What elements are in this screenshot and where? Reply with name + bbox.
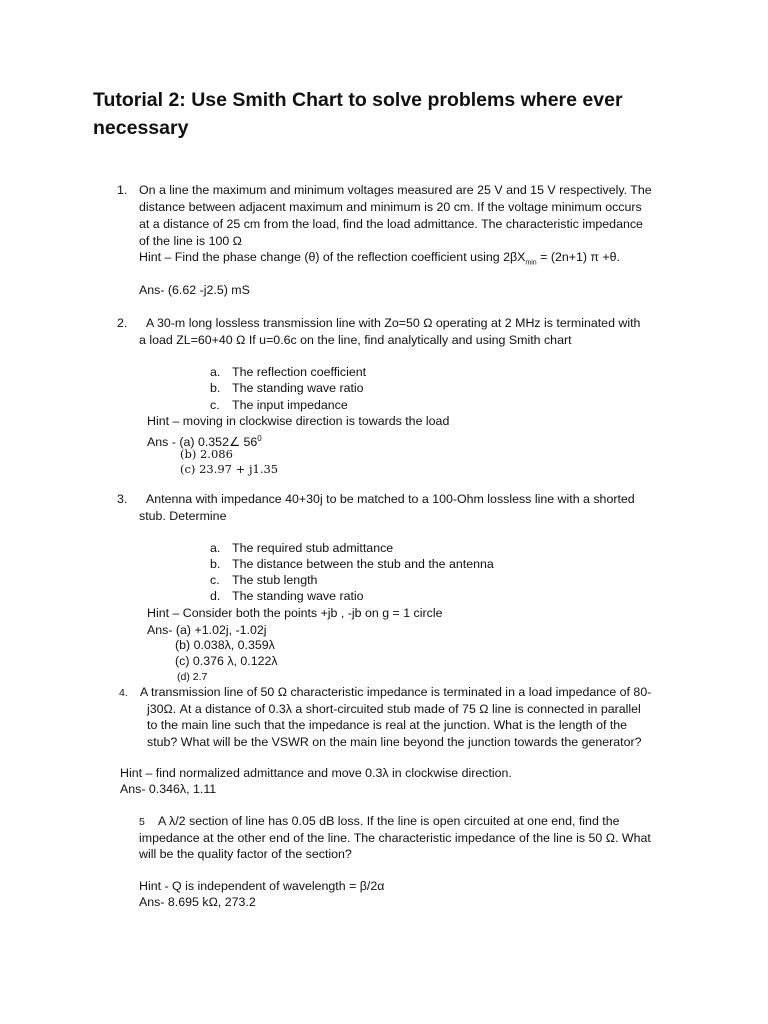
q5-line-1: A λ/2 section of line has 0.05 dB loss. If the line is open circuited at one end, find the <box>158 814 620 828</box>
q3-item-a-text: The required stub admittance <box>232 541 394 555</box>
q2-answer-a-text: Ans - (a) 0.352∠ 56 <box>147 435 258 450</box>
q3-hint: Hint – Consider both the points +jb , -jb on g = 1 circle <box>147 606 443 620</box>
q3-answer-c: (c) 0.376 λ, 0.122λ <box>175 654 278 668</box>
q4-line-2: j30Ω. At a distance of 0.3λ a short-circuited stub made of 75 Ω line is connected in parallel <box>147 702 641 716</box>
q2-hint: Hint – moving in clockwise direction is towards the load <box>147 414 450 428</box>
q2-item-b-text: The standing wave ratio <box>232 381 364 395</box>
q2-item-c-text: The input impedance <box>232 398 348 412</box>
q5-line-3: will be the quality factor of the section? <box>139 847 352 861</box>
q2-item-b-letter: b. <box>210 381 221 395</box>
q4-line-3: to the main line such that the impedance is real at the junction. What is the length of the <box>147 718 628 732</box>
q3-item-c-text: The stub length <box>232 573 318 587</box>
q4-number: 4. <box>119 687 128 699</box>
q3-answer-a: Ans- (a) +1.02j, -1.02j <box>147 623 267 637</box>
q1-hint-formula: = (2n+1) π +θ. <box>536 250 620 264</box>
q3-answer-d: (d) 2.7 <box>177 671 208 683</box>
q1-line-4: of the line is 100 Ω <box>139 234 242 248</box>
q2-line-1: A 30-m long lossless transmission line with Zo=50 Ω operating at 2 MHz is terminated with <box>146 316 641 330</box>
q2-item-a-text: The reflection coefficient <box>232 365 367 379</box>
q3-item-d-letter: d. <box>210 589 221 603</box>
q1-line-1: On a line the maximum and minimum voltages measured are 25 V and 15 V respectively. The <box>139 183 652 197</box>
q4-line-4: stub? What will be the VSWR on the main line beyond the junction towards the generator? <box>147 735 642 749</box>
q2-item-a-letter: a. <box>210 365 221 379</box>
q1-line-3: at a distance of 25 cm from the load, find the load admittance. The characteristic impedance <box>139 217 643 231</box>
q3-line-1: Antenna with impedance 40+30j to be matched to a 100-Ohm lossless line with a shorted <box>146 492 635 506</box>
q4-hint: Hint – find normalized admittance and move 0.3λ in clockwise direction. <box>120 766 512 780</box>
q2-answer-a-degree: 0 <box>257 434 262 443</box>
q2-number: 2. <box>117 316 128 330</box>
q4-line-1: A transmission line of 50 Ω characteristic impedance is terminated in a load impedance of 80- <box>140 685 652 699</box>
q3-number: 3. <box>117 492 128 506</box>
q3-item-b-letter: b. <box>210 557 221 571</box>
q1-hint-text: Hint – Find the phase change (θ) of the reflection coefficient using 2βX <box>139 250 526 264</box>
q1-answer: Ans- (6.62 -j2.5) mS <box>139 283 250 297</box>
q2-line-2: a load ZL=60+40 Ω If u=0.6c on the line, find analytically and using Smith chart <box>139 333 572 347</box>
q4-answer: Ans- 0.346λ, 1.11 <box>120 782 217 796</box>
q3-item-a-letter: a. <box>210 541 221 555</box>
q5-hint: Hint - Q is independent of wavelength = β/2α <box>139 879 385 893</box>
q3-line-2: stub. Determine <box>139 509 227 523</box>
q3-item-c-letter: c. <box>210 573 220 587</box>
q2-answer-c: (c) 23.97 + j1.35 <box>180 462 279 476</box>
q1-hint <box>139 249 620 271</box>
q5-answer: Ans- 8.695 kΩ, 273.2 <box>139 895 256 909</box>
q1-line-2: distance between adjacent maximum and minimum is 20 cm. If the voltage minimum occurs <box>139 200 642 214</box>
q1-hint-subscript: min <box>525 259 537 267</box>
page-title: Tutorial 2: Use Smith Chart to solve problems where ever necessary <box>93 89 623 139</box>
q3-answer-b: (b) 0.038λ, 0.359λ <box>175 638 275 652</box>
q1-number: 1. <box>117 183 128 197</box>
q2-answer-b: (b) 2.086 <box>180 447 233 461</box>
q2-item-c-letter: c. <box>210 398 220 412</box>
q5-line-2: impedance at the other end of the line. The characteristic impedance of the line is 50 Ω. What <box>139 831 651 845</box>
q3-item-b-text: The distance between the stub and the antenna <box>232 557 494 571</box>
q3-item-d-text: The standing wave ratio <box>232 589 364 603</box>
q5-number: 5 <box>139 816 145 828</box>
